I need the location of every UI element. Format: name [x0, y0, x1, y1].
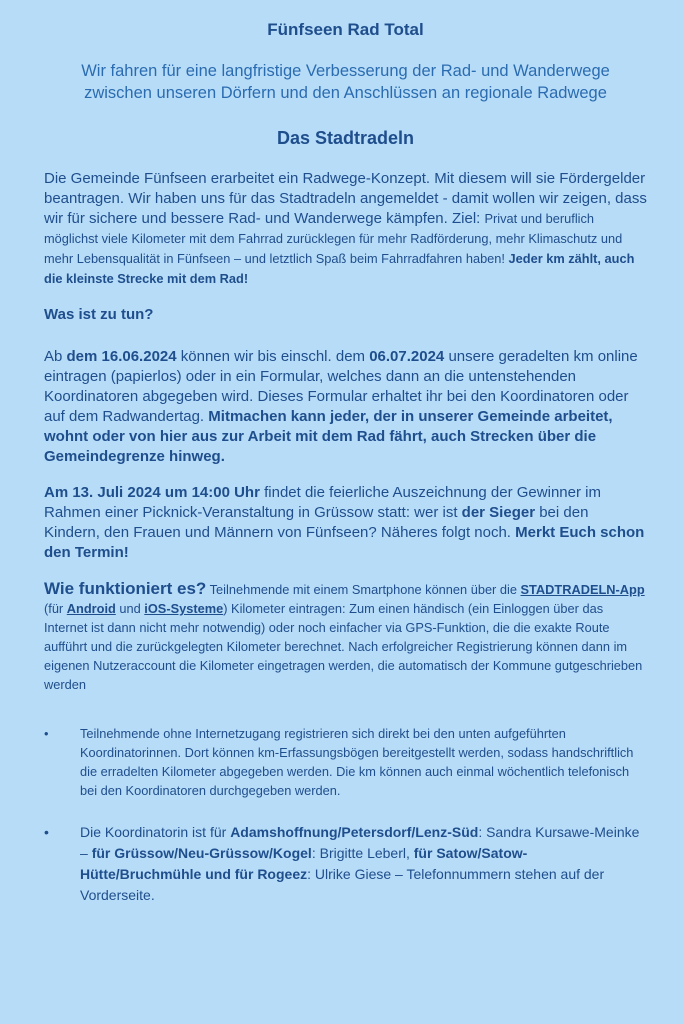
bullet2-text-g: : Ulrike Giese – Telefonnummern stehen auf der Vorderseite. [80, 866, 605, 903]
event-text-b: findet die feierliche Auszeichnung der Gewinner im Rahmen einer Picknick-Veranstaltung in Grüssow statt: wer ist [44, 484, 601, 521]
intro-emphasis: Jeder km zählt, auch die kleinste Strecke mit dem Rad! [44, 251, 635, 286]
end-date: 06.07.2024 [369, 348, 445, 365]
ios-link[interactable]: iOS-Systeme [144, 601, 224, 616]
todo-text-e: unsere geradelten km online eintragen (papierlos) oder in ein Formular, welches dann an die untenstehenden Koordinatoren abgegeben wird. Dieses Formular erhaltet ihr bei den Koordinatoren oder auf dem Radwandertag. [44, 348, 638, 425]
event-text-d: bei den Kindern, den Frauen und Männern von Fünfseen? Näheres folgt noch. [44, 504, 589, 541]
list-item [44, 724, 647, 800]
intro-goal: Privat und beruflich möglichst viele Kilometer mit dem Fahrrad zurücklegen für mehr Radförderung, mehr Klimaschutz und mehr Lebensqualität in Fünfseen – und letztlich Spaß beim Fahrradfahren haben! [44, 211, 623, 266]
bullet-icon: • [44, 726, 49, 741]
how-paragraph [44, 579, 647, 694]
how-text-b: (für [44, 601, 67, 616]
todo-text-a: Ab [44, 348, 67, 365]
how-text-d: ) Kilometer eintragen: Zum einen händisch (ein Einloggen über das Internet ist dann nicht mehr notwendig) oder noch einfacher via GPS-Funktion, die die exakte Route aufführt und die zurückgelegten Kilometer berechnet. Nach erfolgreicher Registrierung können dann im eigenen Nutzeraccount die Kilometer eingetragen werden, die automatisch der Kommune gutgeschrieben werden [44, 601, 643, 692]
coordinator-area-1: Adamshoffnung/Petersdorf/Lenz-Süd [230, 824, 479, 840]
bullet2-text-c: : Sandra Kursawe-Meinke – [80, 824, 640, 861]
android-link[interactable]: Android [66, 601, 116, 616]
event-winner: der Sieger [461, 504, 536, 521]
coordinator-area-3: für Satow/Satow-Hütte/Bruchmühle und für Rogeez [80, 845, 528, 882]
bullet-icon: • [44, 824, 49, 840]
intro-paragraph [44, 169, 647, 289]
subtitle: Wir fahren für eine langfristige Verbesserung der Rad- und Wanderwege zwischen unseren Dörfern und den Anschlüssen an regionale Radwege [81, 62, 610, 102]
todo-emphasis: Mitmachen kann jeder, der in unserer Gemeinde arbeitet, wohnt oder von hier aus zur Arbeit mit dem Rad fährt, auch Strecken über die Gemeindegrenze hinweg. [44, 408, 613, 465]
intro-text: Die Gemeinde Fünfseen erarbeitet ein Radwege-Konzept. Mit diesem will sie Fördergelder beantragen. Wir haben uns für das Stadtradeln angemeldet - damit wollen wir zeigen, dass wir für sichere und bessere Rad- und Wanderwege kämpfen. Ziel: [44, 170, 647, 227]
how-heading: Wie funktioniert es? [44, 579, 207, 598]
todo-text-c: können wir bis einschl. dem [176, 348, 370, 365]
event-date: Am 13. Juli 2024 um 14:00 Uhr [44, 484, 260, 501]
list-item [44, 822, 647, 906]
section-title: Das Stadtradeln [276, 128, 415, 148]
start-date: dem 16.06.2024 [66, 348, 177, 365]
bullet2-text-a: Die Koordinatorin ist für [80, 824, 231, 840]
todo-paragraph [44, 347, 647, 467]
stadtradeln-app-link[interactable]: STADTRADELN-App [520, 582, 645, 597]
bullet2-text-e: : Brigitte Leberl, [311, 845, 414, 861]
coordinator-area-2: für Grüssow/Neu-Grüssow/Kogel [91, 845, 312, 861]
event-emphasis: Merkt Euch schon den Termin! [44, 524, 645, 561]
how-text-c: und [115, 601, 145, 616]
bullet1-text: Teilnehmende ohne Internetzugang registrieren sich direkt bei den unten aufgeführten Koordinatorinnen. Dort können km-Erfassungsbögen bereitgestellt werden, sodass handschriftlich die erradelten Kilometer abgegeben werden. Die km können auch einmal wöchentlich telefonisch bei den Koordinatoren durchgegeben werden. [80, 726, 634, 798]
page-title: Fünfseen Rad Total [267, 20, 424, 39]
event-paragraph [44, 483, 647, 563]
info-list [44, 724, 647, 906]
todo-heading: Was ist zu tun? [44, 306, 154, 323]
how-text-a: Teilnehmende mit einem Smartphone können über die [206, 582, 521, 597]
